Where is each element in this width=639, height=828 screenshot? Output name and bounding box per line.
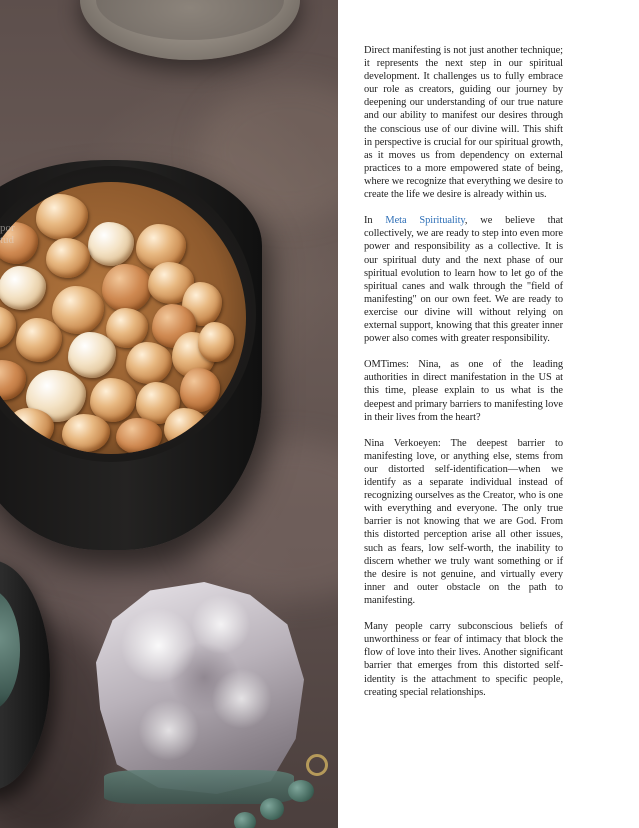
bleed-line: tud: [0, 234, 15, 246]
meta-spirituality-link[interactable]: Meta Spirituality: [385, 215, 465, 227]
resin-piece: [46, 238, 90, 278]
resin-piece: [88, 222, 134, 266]
resin-piece: [180, 368, 220, 412]
paragraph-nina-answer: Nina Verkoeyen: The deepest barrier to manifesting love, or anything else, stems from our distorted self-identification—when we identify as a separate individual instead of recognizing ourselves as the Creator, who is one with everything and everyone. The only true barrier is not knowing that we are God. From this distorted perception arise all other issues, such as fears, low self-worth, the inability to discern whether we truly want something or if the desire is not genuine, and virtually every inner and outer obstacle on the path to manifesting.: [364, 437, 563, 606]
resin-piece: [52, 286, 104, 334]
resin-piece: [16, 318, 62, 362]
paragraph-direct-manifesting: Direct manifesting is not just another technique; it represents the next step in our spiritual development. It challenges us to fully embrace our role as creators, guiding our journey by deepening our understanding of our true nature and our ability to manifest our desires through the conscious use of our divine will. This shift in perspective is crucial for our spiritual growth, as it moves us from dependency on external practices to a more empowered state of being, where we recognize that everything we desire to create the life we desire is already within us.: [364, 45, 563, 201]
article-column: [364, 44, 563, 712]
bead: [234, 812, 256, 828]
resin-piece: [198, 322, 234, 362]
resin-piece: [102, 264, 152, 312]
bleed-through-text: [0, 222, 30, 246]
resin-piece: [0, 360, 26, 400]
paragraph-rest: , we believe that collectively, we are ready to step into even more power and responsibility as a collective. It is our spiritual duty and the next phase of our spiritual evolution to learn how to let go of the spiritual canes and walk through the "field of manifesting" on our own feet. We are ready to exercise our divine will without relying on external support, knowing that this greater inner power also comes with greater responsibility.: [364, 215, 563, 345]
paragraph-subconscious-beliefs: Many people carry subconscious beliefs of unworthiness or fear of intimacy that block the flow of love into their lives. Another significant barrier that emerges from this distorted self-identity is the attachment to specific people, creating special relationships.: [364, 621, 563, 698]
bead: [260, 798, 284, 820]
resin-piece: [62, 414, 110, 452]
resin-piece: [36, 194, 88, 240]
resin-piece: [0, 306, 16, 348]
resin-piece: [0, 266, 46, 310]
paragraph-prefix: In: [364, 215, 386, 227]
bead: [288, 780, 314, 802]
bleed-line: por: [0, 222, 15, 234]
necklace-clasp: [306, 754, 328, 776]
paragraph-meta-spirituality: [364, 214, 563, 345]
resin-piece: [68, 332, 116, 378]
paragraph-omtimes-question: OMTimes: Nina, as one of the leading authorities in direct manifestation in the US at this time, please explain to us what is the deepest and primary barriers to manifesting love in their lives from the heart?: [364, 359, 563, 423]
resin-piece: [126, 342, 172, 384]
